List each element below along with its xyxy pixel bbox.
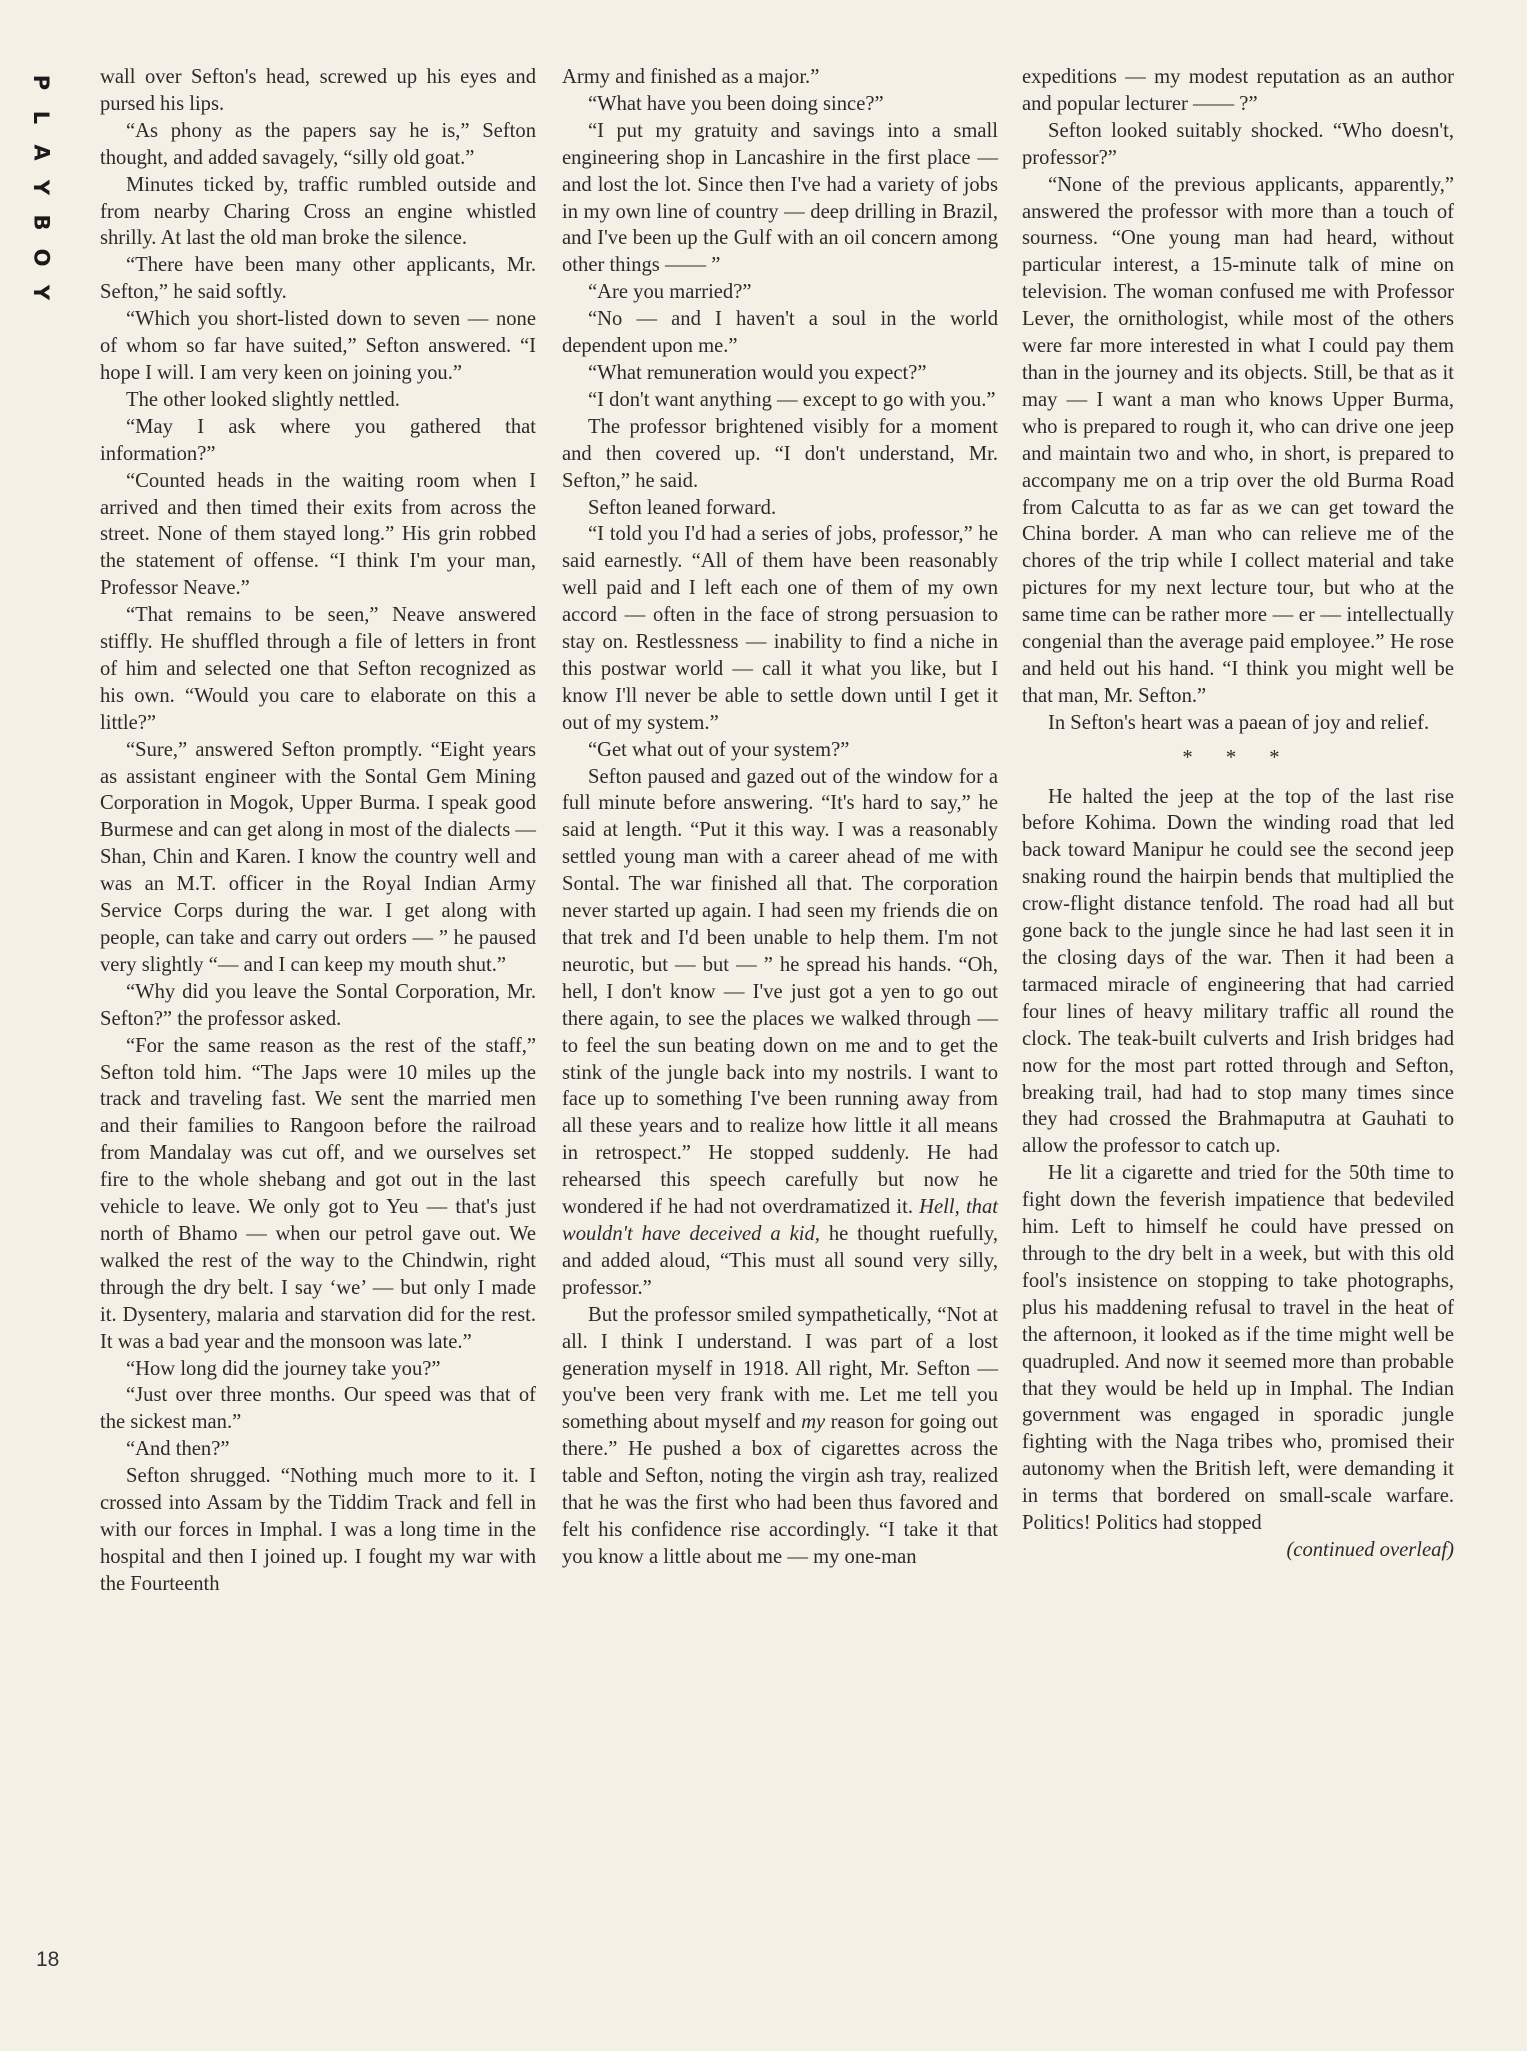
paragraph: “That remains to be seen,” Neave answered stiffly. He shuffled through a file of letters in front of him and selected one that Sefton recognized as his own. “Would you care to elaborate on this a little?” [100, 604, 536, 734]
paragraph: “Just over three months. Our speed was that of the sickest man.” [100, 1384, 536, 1434]
paragraph: He lit a cigarette and tried for the 50th time to fight down the feverish impatience that bedeviled him. Left to himself he could have pressed on through to the dry belt in a week, but with this old fool's insistence on stopping to take photographs, plus his maddening refusal to travel in the heat of the afternoon, it looked as if the time might well be quadrupled. And now it seemed more than probable that they would be held up in Imphal. The Indian government was engaged in sporadic jungle fighting with the Naga tribes who, promised their autonomy when the British left, were demanding it in terms that bordered on small-scale warfare. Politics! Politics had stopped [1022, 1162, 1454, 1535]
paragraph: “Which you short-listed down to seven — none of whom so far have suited,” Sefton answered. “I hope I will. I am very keen on joining you.” [100, 308, 536, 384]
paragraph: The professor brightened visibly for a moment and then covered up. “I don't understand, Mr. Sefton,” he said. [562, 415, 998, 492]
paragraph: In Sefton's heart was a paean of joy and relief. [1048, 711, 1430, 734]
paragraph: “Counted heads in the waiting room when I arrived and then timed their exits from across the street. None of them stayed long.” His grin robbed the statement of offense. “I think I'm your man, Professor Neave.” [100, 469, 536, 600]
magazine-side-logo: P L A Y B O Y [29, 74, 54, 301]
text-column-1 [100, 64, 536, 1598]
italic-word: my [801, 1411, 826, 1434]
paragraph: “And then?” [126, 1438, 230, 1461]
paragraph: “None of the previous applicants, apparently,” answered the professor with more than a touch of sourness. “One young man had heard, without particular interest, a 15-minute talk of mine on television. The woman confused me with Professor Lever, the ornithologist, while most of the others were far more interested in what I could pay them than in the journey and its objects. Still, be that as it may — I want a man who knows Upper Burma, who is prepared to rough it, who can drive one jeep and maintain two and who, in short, is prepared to accompany me on a trip over the old Burma Road from Calcutta to as far as we can get toward the China border. A man who can relieve me of the chores of the trip while I collect material and take pictures for my next lecture tour, but who at the same time can be rather more — er — intellectually congenial than the average paid employee.” He rose and held out his hand. “I think you might well be that man, Mr. Sefton.” [1022, 173, 1454, 707]
paragraph: “Sure,” answered Sefton promptly. “Eight years as assistant engineer with the Sontal Gem Mining Corporation in Mogok, Upper Burma. I speak good Burmese and can get along in most of the dialects — Shan, Chin and Karen. I know the country well and was an M.T. officer in the Royal Indian Army Service Corps during the war. I get along with people, can take and carry out orders — ” he paused very slightly “— and I can keep my mouth shut.” [100, 738, 536, 976]
paragraph: “Why did you leave the Sontal Corporation, Mr. Sefton?” the professor asked. [100, 980, 536, 1030]
paragraph: “I told you I'd had a series of jobs, professor,” he said earnestly. “All of them have been reasonably well paid and I left each one of them of my own accord — often in the face of strong persuasion to stay on. Restlessness — inability to find a niche in this postwar world — call it what you like, but I know I'll never be able to settle down until I get it out of my system.” [562, 523, 998, 734]
paragraph: Army and finished as a major.” [562, 66, 820, 88]
paragraph-text: reason for going out there.” He pushed a [562, 1411, 999, 1461]
text-column-3 [1022, 64, 1454, 1564]
paragraph-text: box of cigarettes across the table and Sefton, noting the virgin ash tray, realized that he was the first who had been thus favored and felt his confidence rise accordingly. “I take it that you know a little about me — my one-man [562, 1438, 998, 1568]
paragraph: “As phony as the papers say he is,” Sefton thought, and added savagely, “silly old goat.” [100, 119, 536, 169]
paragraph-text: he thought ruefully, and added aloud, “This must all sound very silly, professor.” [562, 1222, 998, 1299]
paragraph: “What remuneration would you expect?” [588, 361, 927, 384]
paragraph: “How long did the journey take you?” [126, 1357, 441, 1380]
paragraph: Minutes ticked by, traffic rumbled outside and from nearby Charing Cross an engine whistled shrilly. At last the old man broke the silence. [100, 173, 536, 250]
paragraph: “I don't want anything — except to go with you.” [588, 388, 996, 411]
italic-thought: Hell, that wouldn't have deceived a kid, [562, 1196, 998, 1245]
paragraph: “For the same reason as the rest of the staff,” Sefton told him. “The Japs were 10 miles up the track and traveling fast. We sent the married men and their families to Rangoon before the railroad from Mandalay was cut off, and we ourselves set fire to the whole shebang and got out in the last vehicle to leave. We only got to Yeu — that's just north of Bhamo — when our petrol gave out. We walked the rest of the way to the Chindwin, right through the dry belt. I say ‘we’ — but only I made it. Dysentery, malaria and starvation did for the rest. It was a bad year and the monsoon was late.” [100, 1034, 536, 1353]
paragraph-text: Sefton paused and gazed out of the window for a full minute before answering. “It's hard to say,” he said at length. “Put it this way. I was a reasonably settled young man with a career ahead of me with Sontal. The war finished all that. The corporation never started up again. I had seen my friends die on that trek and I'd been unable to help them. I'm not neurotic, but — but — ” he spread his hands. “Oh, hell, I don't know — I've just got a yen to go out there again, to see the places we walked through — to feel the sun beating down on me and to get the stink of the jungle back into my nostrils. I want to face up to something I've been running away from all these years and to realize how little it all means in retrospect.” He stopped suddenly. He had rehearsed this speech carefully but now he wondered if he had not overdramatized it. [562, 765, 998, 1219]
paragraph: Sefton looked suitably shocked. “Who doesn't, professor?” [1022, 119, 1454, 169]
paragraph: “Are you married?” [588, 281, 752, 304]
paragraph: wall over Sefton's head, screwed up his eyes and pursed his lips. [100, 66, 536, 115]
paragraph: expeditions — my modest reputation as an author and popular lecturer —— ?” [1022, 66, 1454, 115]
paragraph: “What have you been doing since?” [588, 92, 884, 115]
continued-note: (continued overleaf) [1286, 1538, 1454, 1561]
paragraph: He halted the jeep at the top of the last rise before Kohima. Down the winding road that led back toward Manipur he could see the second jeep snaking round the hairpin bends that multiplied the crow-flight distance tenfold. The road had all but gone back to the jungle since he had last seen it in the closing days of the war. Then it had been a tarmaced miracle of engineering that had carried four lines of heavy military traffic all round the clock. The teak-built culverts and Irish bridges had now for the most part rotted through and Sefton, breaking trail, had had to stop many times since they had crossed the Brahmaputra at Gauhati to allow the professor to catch up. [1022, 785, 1454, 1158]
paragraph [562, 1302, 998, 1571]
paragraph: “May I ask where you gathered that information?” [100, 415, 536, 465]
text-column-2 [562, 64, 998, 1571]
paragraph: Sefton shrugged. “Nothing much more to it. I crossed into Assam by the Tiddim Track and fell in with our forces in Imphal. I was a long time in the hospital and then I joined up. I fought my war with the Fourteenth [100, 1465, 536, 1595]
paragraph: Sefton leaned forward. [588, 496, 777, 519]
paragraph: The other looked slightly nettled. [126, 388, 400, 411]
paragraph: “I put my gratuity and savings into a small engineering shop in Lancashire in the first place — and lost the lot. Since then I've had a variety of jobs in my own line of country — deep drilling in Brazil, and I've been up the Gulf with an oil concern among other things —— ” [562, 119, 998, 277]
paragraph [562, 764, 998, 1302]
section-break: * * * [1182, 746, 1294, 769]
paragraph-text: But the professor smiled sympathetically, “Not at all. I think I understand. I was part of a lost generation myself in 1918. All right, Mr. Sefton — you've been very frank with me. Let me tell you something about myself and [562, 1303, 998, 1434]
paragraph: “No — and I haven't a soul in the world dependent upon me.” [562, 308, 998, 358]
page-number: 18 [36, 1948, 60, 1971]
paragraph: “Get what out of your system?” [588, 738, 850, 761]
paragraph: “There have been many other applicants, Mr. Sefton,” he said softly. [100, 254, 536, 304]
